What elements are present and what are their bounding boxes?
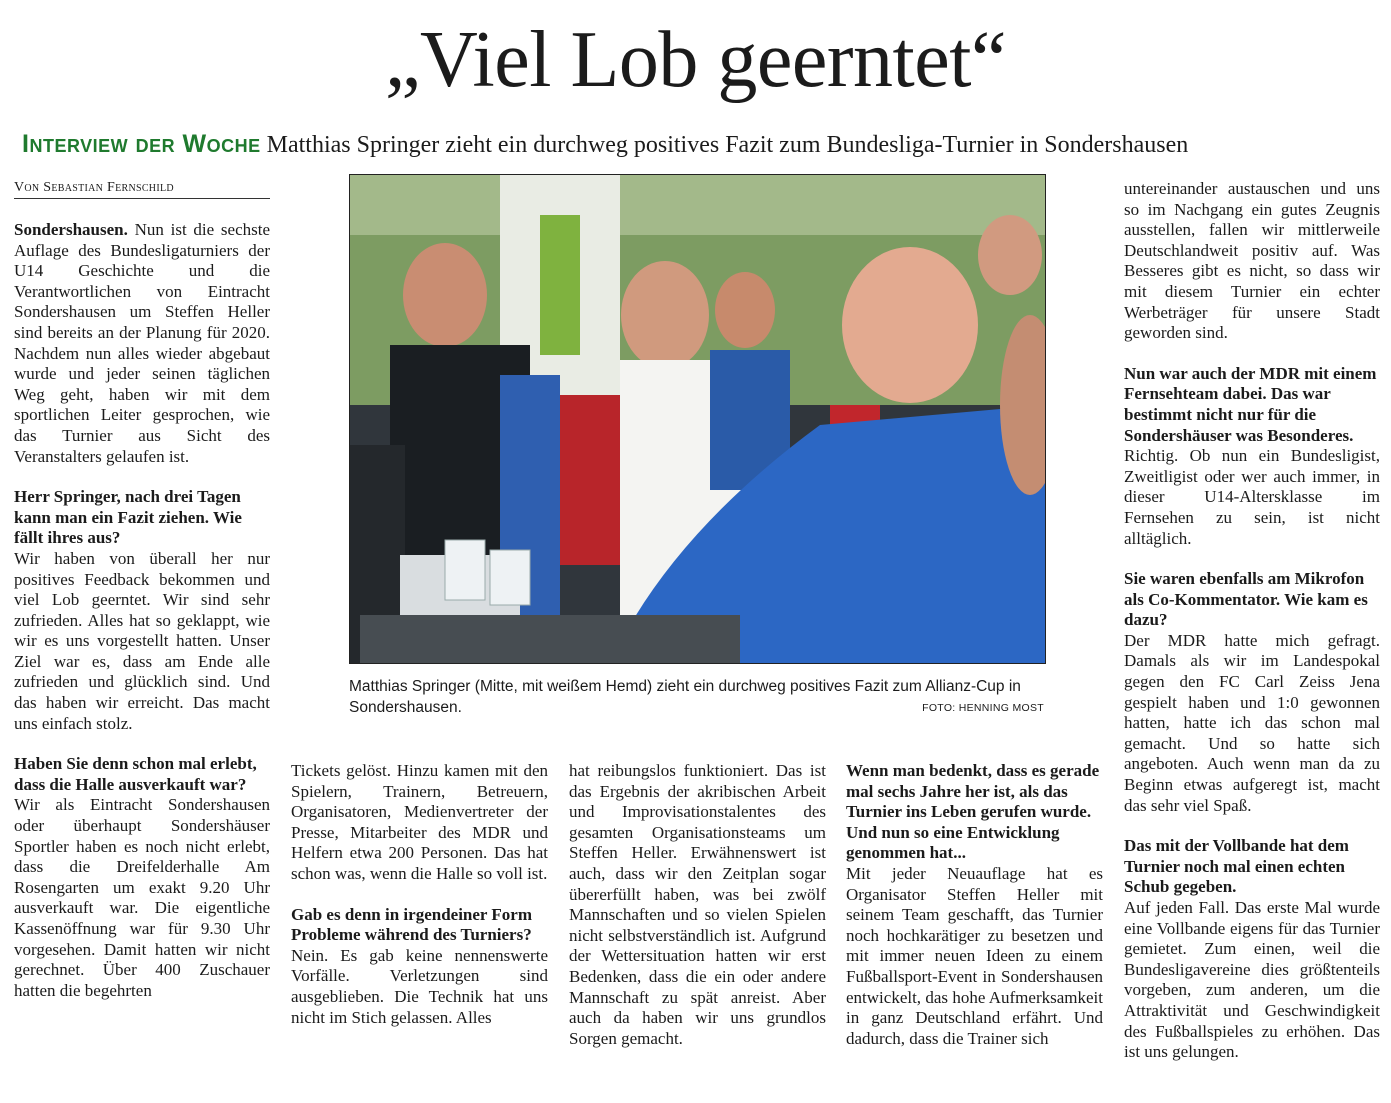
question-4: Wenn man bedenkt, dass es gerade mal sechs Jahre her ist, als das Turnier ins Leben gerufen wurde. Und nun so eine Entwicklung genommen hat... <box>846 761 1100 863</box>
question-6: Sie waren ebenfalls am Mikrofon als Co-Kommentator. Wie kam es dazu? <box>1124 569 1368 630</box>
answer-3-part-2: hat reibungslos funktioniert. Das ist das Ergebnis der akribischen Arbeit und Improvisationstalentes des gesamten Organisationsteams um Steffen Heller. Erwähnenswert ist auch, dass wir den Zeitplan sogar übererfüllt haben, was bei zwölf Mannschaften und so vielen Spielen nicht selbstverständlich ist. Aufgrund der Wettersituation hatten wir erst Bedenken, dass die ein oder andere Mannschaft zu spät anreist. Aber auch da haben wir uns grundlos Sorgen gemacht. <box>569 761 826 1048</box>
question-7: Das mit der Vollbande hat dem Turnier noch mal einen echten Schub gegeben. <box>1124 836 1349 897</box>
article-photo <box>349 174 1046 664</box>
answer-1: Wir haben von überall her nur positives Feedback bekommen und viel Lob geerntet. Wir sind sehr zufrieden. Alles hat so geklappt, wie wir es uns vorgestellt hatten. Unser Ziel war es, dass am Ende alle zufrieden und glücklich sind. Und das haben wir erreicht. Das macht uns einfach stolz. <box>14 548 270 733</box>
article-column-4 <box>846 761 1103 1049</box>
answer-7: Auf jeden Fall. Das erste Mal wurde eine Vollbande eigens für das Turnier gemietet. Zum einen, weil die Bundesligavereine dies größtenteils vorgeben, zum anderen, um die Attraktivität und Geschwindigkeit des Fußballspieles zu erhöhen. Das ist uns gelungen. <box>1124 898 1380 1062</box>
question-1: Herr Springer, nach drei Tagen kann man ein Fazit ziehen. Wie fällt ihres aus? <box>14 487 242 548</box>
question-3: Gab es denn in irgendeiner Form Probleme während des Turniers? <box>291 904 532 945</box>
question-5: Nun war auch der MDR mit einem Fernsehteam dabei. Das war bestimmt nicht nur für die Sondershäuser was Besonderes. <box>1124 363 1377 445</box>
answer-4-part-1: Mit jeder Neuauflage hat es Organisator Steffen Heller mit seinem Team geschafft, das Turnier noch hochkarätiger zu besetzen und mit immer neuen Ideen zu einem Fußballsport-Event in Sondershausen entwickelt, das hohe Aufmerksamkeit in ganz Deutschland erfährt. Und dadurch, dass die Trainer sich <box>846 863 1103 1048</box>
photo-illustration <box>350 175 1045 663</box>
intro-text: Nun ist die sechste Auflage des Bundesligaturniers der U14 Geschichte und die Verantwortlichen von Eintracht Sondershausen um Steffen Heller sind bereits an der Planung für 2020. Nachdem nun alles wieder abgebaut wurde und jeder seinen täglichen Weg geht, haben wir mit dem sportlichen Leiter gesprochen, wie das Turnier aus Sicht des Veranstalters gelaufen ist. <box>14 220 270 466</box>
question-2: Haben Sie denn schon mal erlebt, dass die Halle ausverkauft war? <box>14 754 257 794</box>
answer-2-part-2: Tickets gelöst. Hinzu kamen mit den Spielern, Trainern, Betreuern, Organisatoren, Medienvertreter der Presse, Mitarbeiter des MDR und Helfern etwa 200 Personen. Das hat schon was, wenn die Halle so voll ist. <box>291 761 548 883</box>
answer-4-part-2: untereinander austauschen und uns so im Nachgang ein gutes Zeugnis ausstellen, fallen wir mittlerweile Deutschlandweit positiv auf. Was Besseres gibt es nicht, so dass wir mit diesem Turnier ein echter Werbeträger für unsere Stadt geworden sind. <box>1124 179 1380 343</box>
article-column-1 <box>14 220 270 1001</box>
answer-2-part-1: Wir als Eintracht Sondershausen oder überhaupt Sondershäuser Sportler haben es noch nicht erlebt, dass die Dreifelderhalle Am Rosengarten um exakt 9.20 Uhr ausverkauft war. Die eigentliche Kassenöffnung war für 9.30 Uhr vorgesehen. Damit hatten wir nicht gerechnet. Über 400 Zuschauer hatten die begehrten <box>14 795 270 1000</box>
article-column-3 <box>569 761 826 1049</box>
photo-caption: Matthias Springer (Mitte, mit weißem Hemd) zieht ein durchweg positives Fazit zum Allianz-Cup in Sondershausen. <box>349 678 1021 716</box>
answer-5: Richtig. Ob nun ein Bundesligist, Zweitligist oder wer auch immer, in dieser U14-Altersklasse im Fernsehen zu sein, ist nicht alltäglich. <box>1124 446 1380 548</box>
byline: Von Sebastian Fernschild <box>14 180 270 199</box>
answer-6: Der MDR hatte mich gefragt. Damals als wir im Landespokal gegen den FC Carl Zeiss Jena gespielt haben und 1:0 gewonnen hatten, hatte ich das schon mal gemacht. Und so hatte sich angeboten. Auch wenn man da zu Beginn etwas aufgeregt ist, macht das sehr viel Spaß. <box>1124 630 1380 815</box>
kicker <box>22 128 1382 161</box>
kicker-text: Matthias Springer zieht ein durchweg positives Fazit zum Bundesliga-Turnier in Sondershausen <box>266 132 1189 158</box>
answer-3-part-1: Nein. Es gab keine nennenswerte Vorfälle. Verletzungen sind ausgeblieben. Die Technik hat uns nicht im Stich gelassen. Alles <box>291 945 548 1027</box>
article-column-5 <box>1124 179 1380 1063</box>
kicker-label: Interview der Woche <box>22 130 261 158</box>
headline: „Viel Lob geerntet“ <box>385 16 1006 104</box>
article-column-2 <box>291 761 548 1028</box>
photo-credit: FOTO: HENNING MOST <box>922 702 1044 714</box>
intro-paragraph <box>14 220 270 467</box>
dateline: Sondershausen. <box>14 220 128 239</box>
